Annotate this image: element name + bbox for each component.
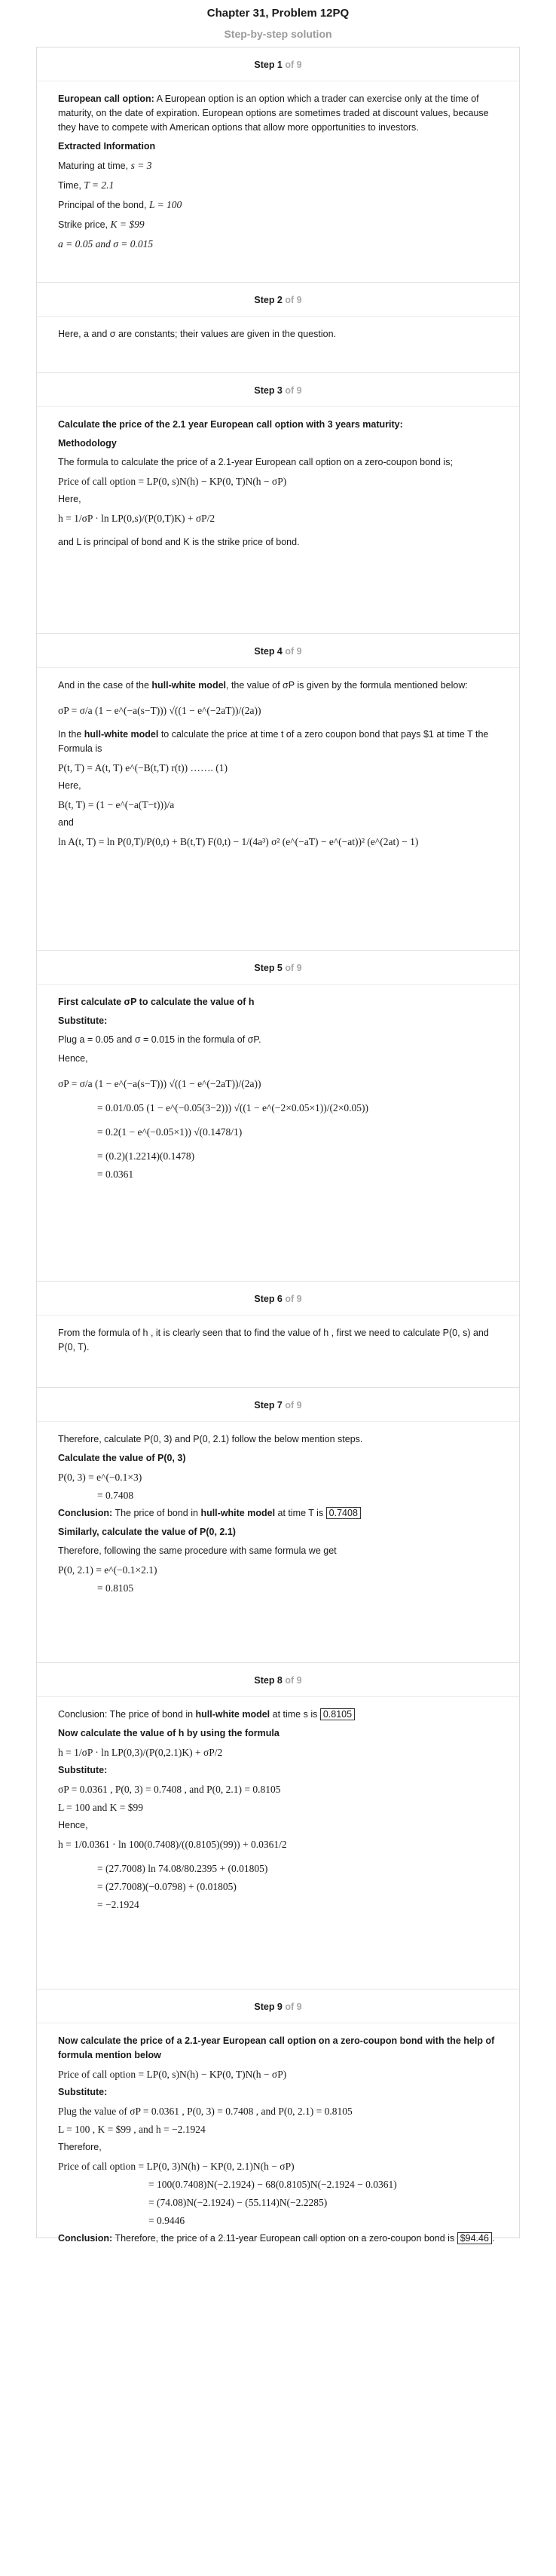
step-4-card [37, 633, 519, 950]
call-option-formula: Price of call option = LP(0, s)N(h) − KP(0, T)N(h − σP) [58, 2069, 287, 2080]
step-2-text: Here, a and σ are constants; their values are given in the question. [58, 329, 337, 339]
step-header: Step 8 of 9 [37, 1672, 519, 1697]
step-7-text: Therefore, calculate P(0, 3) and P(0, 2.1) follow the below mention steps. [58, 1434, 363, 1444]
substitute-values: σP = 0.0361 , P(0, 3) = 0.7408 , and P(0, 2.1) = 0.8105 [58, 1784, 281, 1795]
substitute-heading: Substitute: [58, 1765, 108, 1775]
step-header: Step 6 of 9 [37, 1291, 519, 1316]
info-item: Maturing at time, s = 3 [58, 160, 152, 171]
info-item: Principal of the bond, L = 100 [58, 199, 182, 210]
step-1-card [37, 47, 519, 282]
calc-line: = (27.7008)(−0.0798) + (0.01805) [97, 1881, 237, 1892]
h-formula: h = 1/σP · ln LP(0,3)/(P(0,2.1)K) + σP/2 [58, 1747, 223, 1758]
page-title: Chapter 31, Problem 12PQ [206, 7, 350, 20]
info-item: a = 0.05 and σ = 0.015 [58, 238, 154, 250]
step-9-heading: Now calculate the price of a 2.1-year European call option on a zero-coupon bond with the help of formula mention below [58, 2035, 495, 2060]
p03-heading: Calculate the value of P(0, 3) [58, 1453, 186, 1463]
step-7-card [37, 1387, 519, 1662]
plug-values: Plug a = 0.05 and σ = 0.015 in the formula of σP. [58, 1034, 261, 1045]
a-formula: ln A(t, T) = ln P(0,T)/P(0,t) + B(t,T) F(0,t) − 1/(4a³) σ² (e^(−aT) − e^(−at))² (e^(2at) − 1) [58, 836, 419, 847]
step-6-text: From the formula of h , it is clearly seen that to find the value of h , first we need to calculate P(0, s) and P(0, T). [58, 1328, 489, 1352]
methodology-heading: Methodology [58, 438, 117, 449]
and-label: and [58, 817, 74, 828]
calc-line: P(0, 2.1) = e^(−0.1×2.1) [58, 1564, 157, 1576]
substitute-heading: Substitute: [58, 2087, 108, 2097]
calc-line: = 0.0361 [97, 1169, 134, 1180]
info-item: Time, T = 2.1 [58, 179, 115, 191]
step-8-card [37, 1662, 519, 1989]
solution-steps [36, 47, 520, 2244]
step-3-note: and L is principal of bond and K is the strike price of bond. [58, 537, 300, 547]
step-6-card [37, 1281, 519, 1387]
page-subtitle: Step-by-step solution [224, 28, 332, 40]
step-9-card [37, 1989, 519, 2244]
step-2-card [37, 282, 519, 372]
step-header: Step 4 of 9 [37, 643, 519, 668]
conclusion-p021: Conclusion: The price of bond in hull-white model at time s is 0.8105 [58, 1708, 498, 1722]
step-4-text2: In the hull-white model to calculate the price at time t of a zero coupon bond that pays $1 at time T the Formula is [58, 729, 489, 754]
calc-line: h = 1/0.0361 · ln 100(0.7408)/((0.8105)(99)) + 0.0361/2 [58, 1839, 287, 1850]
hence-label: Hence, [58, 1053, 88, 1064]
sigma-p-formula: σP = σ/a (1 − e^(−a(s−T))) √((1 − e^(−2aT))/(2a)) [58, 705, 261, 716]
conclusion-p03: Conclusion: The price of bond in hull-white model at time T is 0.7408 [58, 1506, 498, 1521]
step-7-text2: Therefore, following the same procedure with same formula we get [58, 1545, 337, 1556]
hence-label: Hence, [58, 1820, 88, 1830]
step-header: Step 9 of 9 [37, 1999, 519, 2023]
step-1-intro: European call option: A European option is an option which a trader can exercise only at the time of maturity, on the date of expiration. European options are sometimes traded at discount values, because they have to compete with American options that allow more opportunities to investors. [58, 93, 489, 133]
call-option-formula: Price of call option = LP(0, s)N(h) − KP(0, T)N(h − σP) [58, 476, 287, 487]
substitute-heading: Substitute: [58, 1015, 108, 1026]
step-3-text: The formula to calculate the price of a 2.1-year European call option on a zero-coupon bond is; [58, 457, 453, 467]
step-3-heading: Calculate the price of the 2.1 year European call option with 3 years maturity: [58, 419, 403, 430]
bond-price-formula: P(t, T) = A(t, T) e^(−B(t,T) r(t)) ……. (1) [58, 762, 228, 773]
calc-line: = 0.9446 [148, 2215, 185, 2226]
h-heading: Now calculate the value of h by using the formula [58, 1728, 280, 1738]
final-conclusion: Conclusion: Therefore, the price of a 2.11-year European call option on a zero-coupon bond is $94.46 . [58, 2233, 495, 2244]
h-formula: h = 1/σP · ln LP(0,s)/(P(0,T)K) + σP/2 [58, 513, 215, 524]
calc-line: = (27.7008) ln 74.08/80.2395 + (0.01805) [97, 1863, 268, 1874]
step-header: Step 7 of 9 [37, 1397, 519, 1422]
therefore-label: Therefore, [58, 2142, 102, 2152]
calc-line: = (0.2)(1.2214)(0.1478) [97, 1150, 195, 1162]
calc-line: Price of call option = LP(0, 3)N(h) − KP(0, 2.1)N(h − σP) [58, 2161, 295, 2172]
calc-line: = 0.7408 [97, 1490, 134, 1501]
calc-line: P(0, 3) = e^(−0.1×3) [58, 1472, 142, 1483]
b-formula: B(t, T) = (1 − e^(−a(T−t)))/a [58, 799, 175, 810]
step-header: Step 2 of 9 [37, 292, 519, 317]
step-3-card [37, 372, 519, 633]
step-header: Step 3 of 9 [37, 382, 519, 407]
substitute-values: L = 100 , K = $99 , and h = −2.1924 [58, 2124, 206, 2135]
calc-line: = 100(0.7408)N(−2.1924) − 68(0.8105)N(−2.1924 − 0.0361) [148, 2179, 397, 2190]
here-label: Here, [58, 494, 81, 504]
calc-line: = −2.1924 [97, 1899, 139, 1910]
extracted-info-heading: Extracted Information [58, 141, 156, 152]
info-item: Strike price, K = $99 [58, 219, 145, 230]
substitute-values: L = 100 and K = $99 [58, 1802, 143, 1813]
step-header: Step 1 of 9 [37, 57, 519, 81]
step-5-heading: First calculate σP to calculate the value of h [58, 997, 255, 1007]
calc-line: = 0.01/0.05 (1 − e^(−0.05(3−2))) √((1 − e^(−2×0.05×1))/(2×0.05)) [97, 1102, 369, 1113]
step-4-text: And in the case of the hull-white model, the value of σP is given by the formula mentioned below: [58, 680, 468, 691]
calc-line: σP = σ/a (1 − e^(−a(s−T))) √((1 − e^(−2aT))/(2a)) [58, 1078, 261, 1089]
step-5-card [37, 950, 519, 1281]
calc-line: = 0.8105 [97, 1582, 134, 1594]
calc-line: = 0.2(1 − e^(−0.05×1)) √(0.1478/1) [97, 1126, 243, 1138]
p021-heading: Similarly, calculate the value of P(0, 2.1) [58, 1527, 236, 1537]
step-header: Step 5 of 9 [37, 960, 519, 985]
substitute-values: Plug the value of σP = 0.0361 , P(0, 3) = 0.7408 , and P(0, 2.1) = 0.8105 [58, 2106, 353, 2117]
here-label: Here, [58, 780, 81, 791]
calc-line: = (74.08)N(−2.1924) − (55.114)N(−2.2285) [148, 2197, 328, 2208]
